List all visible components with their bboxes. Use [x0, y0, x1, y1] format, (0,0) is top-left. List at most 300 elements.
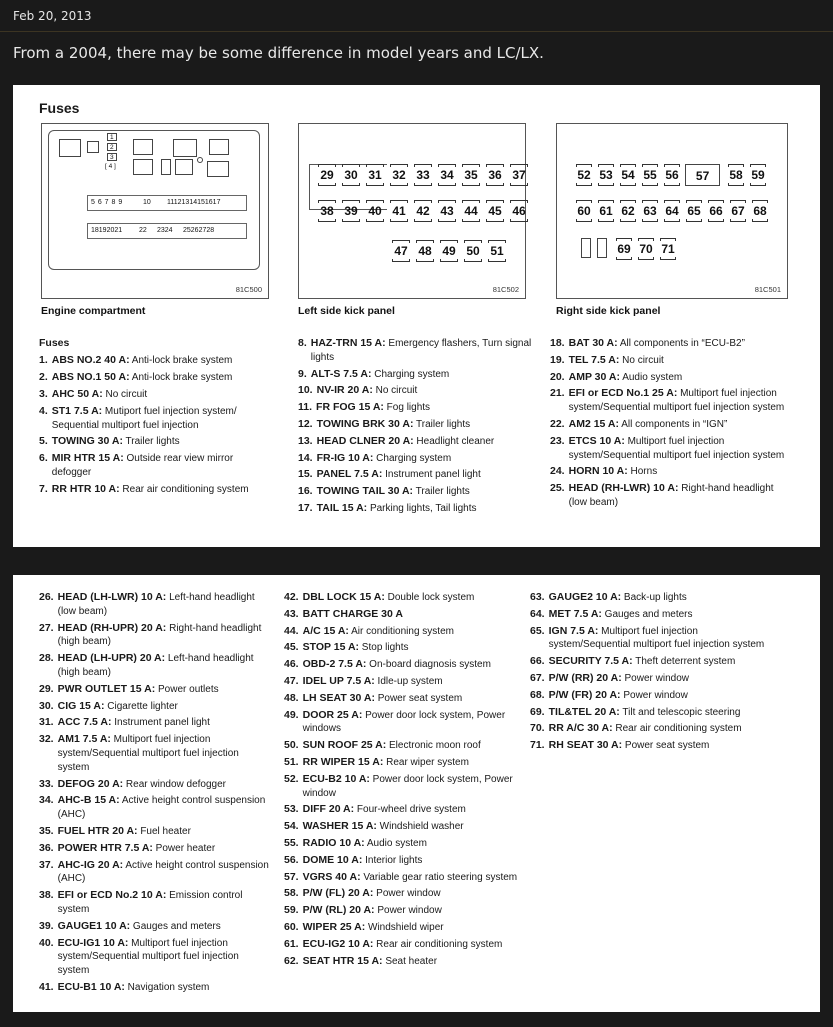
- fuse-number: 44.: [284, 624, 299, 637]
- fuse-rating: ETCS 10 A:: [568, 434, 625, 447]
- fuse-slot-54: [619, 164, 637, 186]
- fuse-description: [58, 794, 271, 822]
- fuse-slot-57: [685, 164, 720, 186]
- fuse-circuit: Horns: [627, 466, 658, 478]
- fuse-rating: TOWING TAIL 30 A:: [316, 485, 414, 498]
- fuse-rating: ABS NO.2 40 A:: [51, 354, 130, 367]
- fuse-description: [569, 435, 790, 463]
- fuse-number: 24.: [550, 465, 565, 478]
- fuse-slot-39: [341, 200, 361, 222]
- fuse-number: 53.: [284, 803, 299, 816]
- fuse-number: 5.: [39, 435, 48, 448]
- fuse-slot-label: 31: [368, 168, 382, 182]
- fuse-slot-50: [463, 240, 483, 262]
- fuse-number: 66.: [530, 655, 545, 668]
- fuse-description: [569, 465, 790, 479]
- fuse-circuit: Multiport fuel injection system/Sequential multiport fuel injection system: [568, 388, 785, 414]
- fuse-list-item: [550, 337, 790, 351]
- fuse-description: [58, 733, 271, 774]
- fuse-circuit: Electronic moon roof: [386, 740, 481, 752]
- fuse-number: 37.: [39, 858, 54, 871]
- fuse-row-a3: 11121314151617: [167, 199, 221, 206]
- fuse-description: [303, 904, 520, 918]
- fuse-slot-35: [461, 164, 481, 186]
- diagram-code-left: 81C502: [492, 285, 519, 294]
- fuse-number: 29.: [39, 682, 54, 695]
- fuse-list-item: [530, 655, 770, 669]
- fuse-slot-label: 40: [368, 204, 382, 218]
- fuse-circuit: Multiport fuel injection system/Sequential multiport fuel injection system: [548, 625, 765, 651]
- fuse-rating: PANEL 7.5 A:: [316, 468, 383, 481]
- fuse-description: [58, 591, 271, 619]
- fuse-slot-label: 67: [731, 204, 745, 218]
- fuse-circuit: No circuit: [102, 389, 148, 401]
- fuse-slot-69: [615, 238, 633, 260]
- fuse-slot-34: [437, 164, 457, 186]
- fuse-number: 65.: [530, 624, 545, 637]
- fuse-rating: FUEL HTR 20 A:: [57, 824, 138, 837]
- fuse-description: [303, 739, 520, 753]
- fuse-rating: DEFOG 20 A:: [57, 777, 124, 790]
- fuse-list-item: [39, 716, 271, 730]
- fuse-rating: P/W (FL) 20 A:: [302, 887, 374, 900]
- fuse-slot-label: 61: [599, 204, 613, 218]
- fuse-list-item: [298, 485, 534, 499]
- fuse-slot-41: [389, 200, 409, 222]
- fuse-rating: OBD-2 7.5 A:: [302, 658, 367, 671]
- fuse-list-item: [550, 387, 790, 415]
- fuse-circuit: Windshield wiper: [365, 921, 444, 933]
- fuse-number: 16.: [298, 485, 313, 498]
- fuse-rating: HEAD CLNER 20 A:: [316, 434, 414, 447]
- fuse-circuit: Power window: [373, 888, 441, 900]
- fuse-rating: CIG 15 A:: [57, 699, 105, 712]
- fuse-list-item: [39, 622, 271, 650]
- fuse-list-item: [284, 887, 520, 901]
- fuse-slot-label: 38: [320, 204, 334, 218]
- fuse-slot-38: [317, 200, 337, 222]
- fuse-number: 3.: [39, 388, 48, 401]
- fuse-circuit: Right-hand headlight (low beam): [568, 483, 774, 508]
- post-text: From a 2004, there may be some difference in model years and LC/LX.: [13, 44, 544, 62]
- fuse-rating: TAIL 15 A:: [316, 501, 368, 514]
- fuse-rating: P/W (RL) 20 A:: [302, 904, 375, 917]
- fuse-circuit: Right-hand headlight (high beam): [57, 622, 262, 648]
- fuse-rating: NV-IR 20 A:: [316, 384, 373, 397]
- fuse-rating: PWR OUTLET 15 A:: [57, 682, 156, 695]
- fuse-slot-label: 71: [661, 242, 675, 256]
- fuse-circuit: Rear window defogger: [123, 778, 226, 790]
- fuse-number: 60.: [284, 920, 299, 933]
- fuse-rating: WIPER 25 A:: [302, 920, 366, 933]
- fuse-number: 26.: [39, 591, 54, 603]
- fuse-rating: AMP 30 A:: [568, 370, 620, 383]
- fuse-slot-29: [317, 164, 337, 186]
- fuse-slot-64: [663, 200, 681, 222]
- fuse-slot-61: [597, 200, 615, 222]
- fuse-rating: STOP 15 A:: [302, 641, 360, 654]
- fuse-number: 52.: [284, 772, 299, 785]
- fuse-image-panel-2[interactable]: [13, 575, 820, 1012]
- fuse-rating: GAUGE2 10 A:: [548, 591, 622, 603]
- fuse-slot-40: [365, 200, 385, 222]
- fuse-number: 10.: [298, 384, 313, 397]
- fuse-list-item: [550, 482, 790, 510]
- fuse-description: [52, 435, 275, 449]
- fuse-slot-70: [637, 238, 655, 260]
- fuse-list-item: [39, 937, 271, 978]
- fuse-rating: ECU-IG1 10 A:: [57, 936, 129, 949]
- fuse-slot-32: [389, 164, 409, 186]
- fuse-image-panel-1[interactable]: [13, 85, 820, 547]
- fuse-slot-label: 45: [488, 204, 502, 218]
- fuse-number: 18.: [550, 337, 565, 349]
- fuse-circuit: Idle-up system: [374, 675, 443, 687]
- fuse-circuit: Rear air conditioning system: [119, 483, 249, 495]
- fuse-description: [58, 859, 271, 887]
- fuse-description: [317, 468, 534, 482]
- fuse-small-3: 3: [107, 153, 117, 161]
- fuse-slot-55: [641, 164, 659, 186]
- fuse-number: 17.: [298, 501, 313, 514]
- fuse-number: 64.: [530, 607, 545, 620]
- fuse-slot-label: 37: [512, 168, 526, 182]
- fuse-list-item: [284, 921, 520, 935]
- fuse-rating: AHC-B 15 A:: [57, 794, 120, 807]
- fuse-slot-label: 51: [490, 244, 504, 258]
- fuse-number: 33.: [39, 777, 54, 790]
- fuse-circuit: Double lock system: [384, 592, 475, 603]
- fuse-number: 61.: [284, 937, 299, 950]
- fuse-list-item: [39, 452, 275, 480]
- fuse-number: 28.: [39, 652, 54, 665]
- fuse-description: [58, 700, 271, 714]
- fuse-slot-label: 30: [344, 168, 358, 182]
- fuse-rating: AM2 15 A:: [568, 417, 619, 430]
- fuse-description: [58, 889, 271, 917]
- fuse-number: 31.: [39, 716, 54, 729]
- fuse-slot-36: [485, 164, 505, 186]
- fuse-description: [317, 435, 534, 449]
- fuse-rating: HEAD (RH-UPR) 20 A:: [57, 621, 167, 634]
- fuse-list-item: [550, 418, 790, 432]
- fuse-rating: DOOR 25 A:: [302, 708, 363, 721]
- fuse-circuit: Multiport fuel injection system/Sequential multiport fuel injection system: [568, 435, 785, 461]
- fuse-rating: SECURITY 7.5 A:: [548, 655, 633, 668]
- fuse-description: [549, 672, 770, 686]
- fuse-slot-60: [575, 200, 593, 222]
- fuse-list-item: [284, 608, 520, 622]
- fuse-circuit: Emergency flashers, Turn signal lights: [310, 338, 532, 363]
- fuse-description: [549, 608, 770, 622]
- fuse-slot-62: [619, 200, 637, 222]
- fuse-slot-label: 32: [392, 168, 406, 182]
- fuse-rating: IDEL UP 7.5 A:: [302, 674, 375, 687]
- fuse-circuit: All components in “IGN”: [618, 418, 728, 430]
- fuse-number: 38.: [39, 889, 54, 902]
- fuse-rating: RADIO 10 A:: [302, 836, 365, 849]
- fuse-number: 57.: [284, 870, 299, 883]
- fuse-circuit: Theft deterrent system: [632, 656, 736, 668]
- fuse-rating: GAUGE1 10 A:: [57, 919, 131, 932]
- fuse-description: [549, 706, 770, 720]
- fuse-number: 13.: [298, 434, 313, 447]
- fuse-number: 22.: [550, 417, 565, 430]
- fuse-slot-56: [663, 164, 681, 186]
- fuse-rating: ACC 7.5 A:: [57, 716, 112, 729]
- fuse-slot-51: [487, 240, 507, 262]
- fuse-slot-45: [485, 200, 505, 222]
- fuse-circuit: Power seat system: [622, 740, 710, 752]
- fuse-circuit: Parking lights, Tail lights: [367, 502, 477, 514]
- fuse-circuit: Four-wheel drive system: [354, 804, 466, 816]
- fuse-rating: EFI or ECD No.1 25 A:: [568, 387, 678, 400]
- fuse-circuit: No circuit: [372, 385, 418, 397]
- fuse-slot-label: 54: [621, 168, 635, 182]
- fuse-list-item: [298, 418, 534, 432]
- fuse-circuit: Headlight cleaner: [413, 435, 495, 447]
- fuse-description: [303, 709, 520, 737]
- fuse-row-b1: 18192021: [91, 227, 123, 234]
- fuse-description: [569, 482, 790, 510]
- fuse-list-col-5: [284, 591, 520, 971]
- fuse-number: 68.: [530, 688, 545, 701]
- fuse-slot-65: [685, 200, 703, 222]
- fuse-circuit: Anti-lock brake system: [129, 355, 233, 367]
- fuse-small-4: [ 4 ]: [105, 163, 116, 170]
- fuse-circuit: Power door lock system, Power window: [302, 773, 513, 799]
- fuse-rating: RR WIPER 15 A:: [302, 755, 384, 768]
- fuse-rating: AHC-IG 20 A:: [57, 858, 124, 871]
- fuse-description: [549, 655, 770, 669]
- fuse-rating: DBL LOCK 15 A:: [302, 591, 385, 603]
- fuse-slot-67: [729, 200, 747, 222]
- fuse-list-col-6: [530, 591, 770, 756]
- fuse-description: [303, 608, 520, 622]
- fuse-description: [58, 920, 271, 934]
- fuse-row-b2: 22: [139, 227, 147, 234]
- fuse-rating: FR FOG 15 A:: [316, 401, 384, 414]
- fuse-number: 30.: [39, 699, 54, 712]
- fuse-description: [549, 689, 770, 703]
- fuse-number: 51.: [284, 755, 299, 768]
- fuse-list-item: [530, 706, 770, 720]
- fuse-description: [303, 756, 520, 770]
- fuse-rating: ECU-B2 10 A:: [302, 772, 370, 785]
- fuse-circuit: Active height control suspension (AHC): [57, 795, 266, 821]
- fuse-slot-71: [659, 238, 677, 260]
- fuse-slot-blank-a: [581, 238, 591, 258]
- fuse-description: [303, 854, 520, 868]
- fuse-description: [58, 778, 271, 792]
- fuse-slot-label: 53: [599, 168, 613, 182]
- fuse-circuit: Rear wiper system: [383, 756, 469, 768]
- fuse-description: [303, 591, 520, 605]
- fuse-slot-48: [415, 240, 435, 262]
- fuse-list-item: [298, 337, 534, 365]
- fuse-rating: DIFF 20 A:: [302, 803, 355, 816]
- fuse-rating: POWER HTR 7.5 A:: [57, 841, 153, 854]
- fuse-description: [569, 337, 790, 351]
- fuse-slot-label: 42: [416, 204, 430, 218]
- fuse-number: 2.: [39, 371, 48, 384]
- fuse-slot-label: 56: [665, 168, 679, 182]
- fuse-list-item: [39, 354, 275, 368]
- fuse-list-item: [298, 401, 534, 415]
- fuse-description: [303, 887, 520, 901]
- fuse-description: [317, 485, 534, 499]
- fuse-number: 48.: [284, 691, 299, 704]
- fuse-number: 54.: [284, 820, 299, 833]
- fuse-description: [58, 622, 271, 650]
- fuse-description: [303, 641, 520, 655]
- fuse-circuit: Charging system: [373, 452, 452, 464]
- fuse-slot-blank-b: [597, 238, 607, 258]
- fuse-rating: RR A/C 30 A:: [548, 722, 613, 735]
- fuse-slot-label: 35: [464, 168, 478, 182]
- fuse-list-item: [284, 641, 520, 655]
- fuse-circuit: Fuel heater: [137, 825, 191, 837]
- fuse-list-item: [284, 938, 520, 952]
- fuse-list-item: [298, 502, 534, 516]
- fuse-slot-label: 50: [466, 244, 480, 258]
- fuse-description: [316, 401, 534, 415]
- fuse-description: [549, 625, 770, 653]
- fuse-rating: TOWING 30 A:: [51, 435, 123, 448]
- fuse-circuit: Navigation system: [124, 981, 210, 993]
- fuse-slot-59: [749, 164, 767, 186]
- fuse-list-item: [284, 675, 520, 689]
- fuse-list-heading: Fuses: [39, 337, 70, 349]
- fuse-rating: ALT-S 7.5 A:: [310, 367, 372, 380]
- fuse-rating: HORN 10 A:: [568, 465, 628, 478]
- fuse-row-b3: 2324: [157, 227, 173, 234]
- fuse-list-item: [284, 739, 520, 753]
- fuse-number: 19.: [550, 353, 565, 366]
- fuse-number: 32.: [39, 733, 54, 746]
- caption-left-kick-panel: Left side kick panel: [298, 305, 395, 317]
- fuse-small-1: 1: [107, 133, 117, 141]
- fuse-number: 15.: [298, 468, 313, 481]
- fuse-description: [311, 368, 534, 382]
- fuse-slot-label: 68: [753, 204, 767, 218]
- fuse-circuit: Windshield washer: [376, 821, 464, 833]
- fuse-list-item: [284, 692, 520, 706]
- fuse-description: [303, 820, 520, 834]
- fuse-number: 11.: [298, 401, 313, 414]
- fuse-number: 59.: [284, 904, 299, 917]
- fuse-circuit: Power window: [621, 672, 689, 684]
- fuse-circuit: Instrument panel light: [111, 717, 210, 729]
- fuse-rating: WASHER 15 A:: [302, 820, 377, 833]
- fuse-list-item: [530, 689, 770, 703]
- fuse-rating: A/C 15 A:: [302, 624, 349, 637]
- fuse-number: 62.: [284, 954, 299, 967]
- fuse-list-item: [39, 920, 271, 934]
- fuse-circuit: Power window: [374, 905, 442, 917]
- fuse-slot-label: 41: [392, 204, 406, 218]
- diagram-code-engine: 81C500: [235, 285, 262, 294]
- fuse-number: 41.: [39, 980, 54, 993]
- fuse-number: 58.: [284, 887, 299, 900]
- fuse-circuit: Interior lights: [362, 854, 423, 866]
- fuse-description: [52, 452, 275, 480]
- fuse-list-item: [284, 773, 520, 801]
- fuse-list-item: [530, 608, 770, 622]
- fuse-rating: VGRS 40 A:: [302, 870, 361, 883]
- fuse-circuit: Multiport fuel injection system/Sequential multiport fuel injection system: [57, 734, 239, 773]
- fuse-rating: TOWING BRK 30 A:: [316, 417, 414, 430]
- fuse-description: [58, 652, 271, 680]
- fuse-description: [303, 773, 520, 801]
- fuse-rating: AHC 50 A:: [51, 388, 103, 401]
- fuse-circuit: Gauges and meters: [130, 920, 221, 932]
- fuse-number: 49.: [284, 708, 299, 721]
- fuse-description: [303, 675, 520, 689]
- fuse-circuit: On-board diagnosis system: [366, 659, 491, 671]
- fuse-number: 42.: [284, 591, 299, 603]
- fuse-slot-label: 63: [643, 204, 657, 218]
- fuse-description: [52, 354, 275, 368]
- fuse-rating: SUN ROOF 25 A:: [302, 739, 387, 752]
- fuse-list-item: [39, 405, 275, 433]
- fuse-slot-label: 46: [512, 204, 526, 218]
- fuses-title: Fuses: [39, 100, 80, 116]
- fuse-number: 1.: [39, 354, 48, 367]
- fuse-description: [549, 722, 770, 736]
- fuse-description: [303, 692, 520, 706]
- right-kick-panel-diagram: [556, 123, 788, 299]
- fuse-list-item: [39, 778, 271, 792]
- fuse-circuit: Mutiport fuel injection system/ Sequential multiport fuel injection: [51, 405, 237, 431]
- fuse-slot-53: [597, 164, 615, 186]
- fuse-rating: IGN 7.5 A:: [548, 624, 599, 637]
- fuse-list-item: [284, 904, 520, 918]
- fuse-circuit: Cigarette lighter: [104, 700, 178, 712]
- fuse-list-item: [550, 354, 790, 368]
- fuse-circuit: Audio system: [364, 837, 427, 849]
- fuse-description: [317, 384, 534, 398]
- fuse-list-item: [39, 981, 271, 995]
- fuse-slot-43: [437, 200, 457, 222]
- fuse-list-item: [284, 854, 520, 868]
- fuse-circuit: No circuit: [619, 354, 664, 366]
- fuse-description: [52, 483, 275, 497]
- fuse-description: [549, 591, 770, 605]
- fuse-description: [303, 921, 520, 935]
- fuse-description: [58, 842, 271, 856]
- fuse-number: 6.: [39, 452, 48, 465]
- fuse-circuit: Active height control suspension (AHC): [57, 859, 269, 885]
- fuse-rating: AM1 7.5 A:: [57, 733, 111, 746]
- fuse-number: 7.: [39, 482, 48, 495]
- fuse-circuit: Anti-lock brake system: [129, 372, 233, 384]
- fuse-rating: BAT 30 A:: [568, 337, 618, 349]
- fuse-slot-label: 47: [394, 244, 408, 258]
- fuse-list-item: [298, 452, 534, 466]
- fuse-list-item: [530, 739, 770, 753]
- fuse-slot-label: 60: [577, 204, 591, 218]
- post-date: Feb 20, 2013: [13, 9, 92, 23]
- fuse-description: [569, 387, 790, 415]
- fuse-rating: RR HTR 10 A:: [51, 482, 120, 495]
- fuse-list-item: [530, 672, 770, 686]
- fuse-description: [317, 418, 534, 432]
- fuse-slot-label: 48: [418, 244, 432, 258]
- fuse-list-col-2: [298, 337, 534, 519]
- fuse-rating: P/W (FR) 20 A:: [548, 688, 621, 701]
- fuse-number: 20.: [550, 370, 565, 383]
